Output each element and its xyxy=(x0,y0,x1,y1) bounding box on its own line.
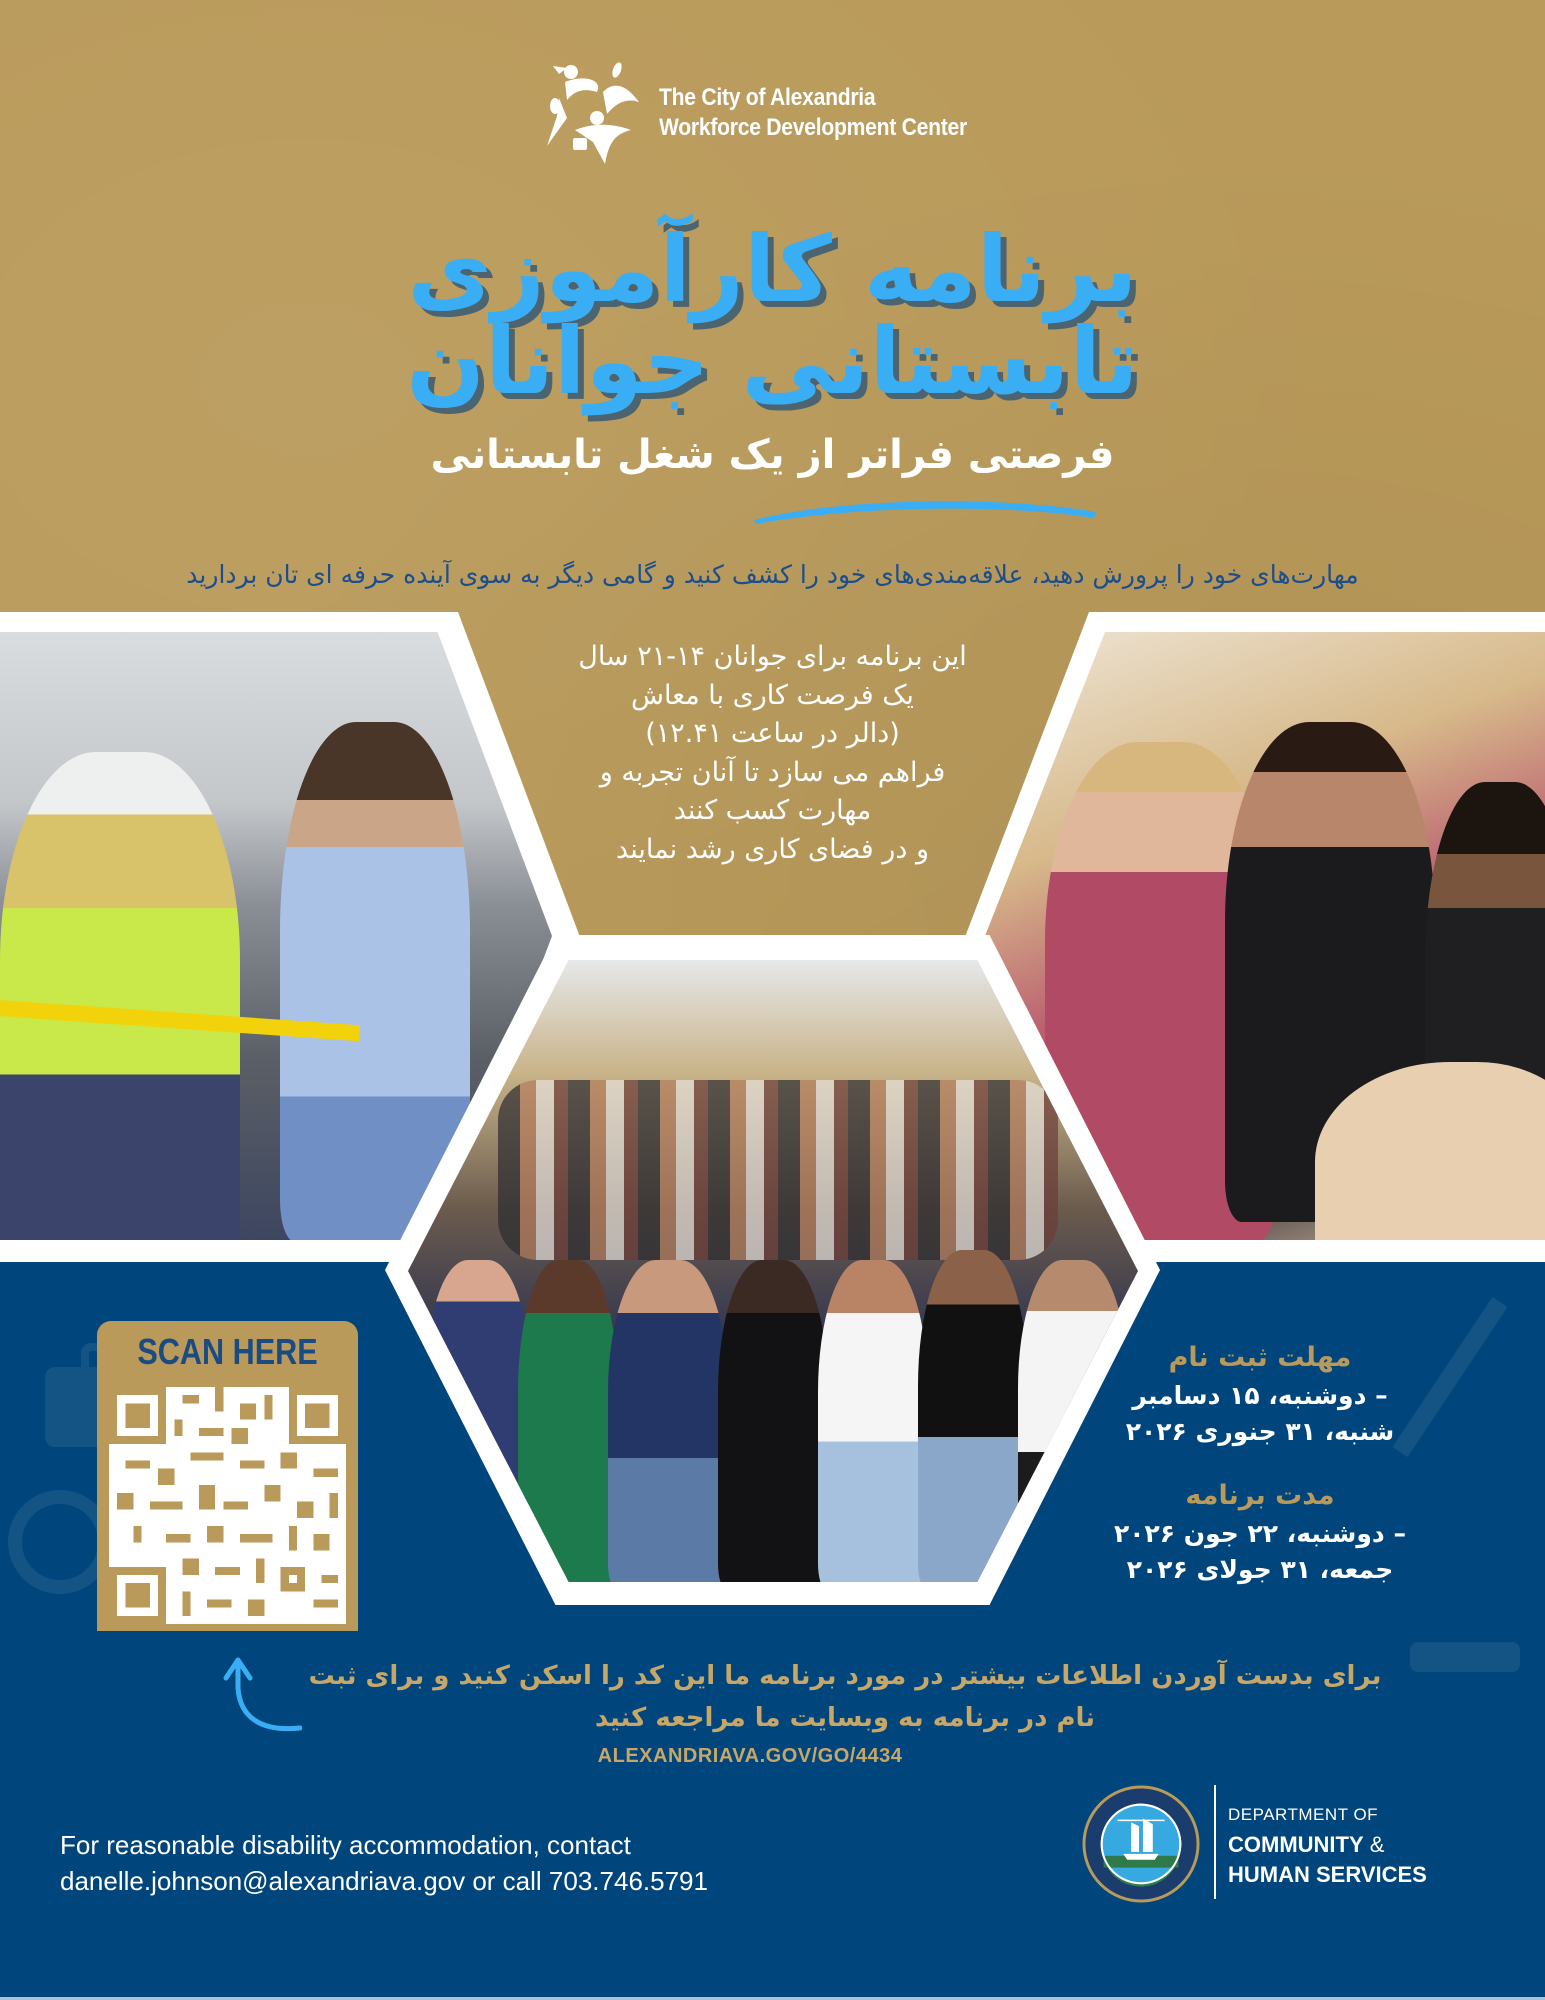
scan-instructions-line-2: نام در برنامه به وبسایت ما مراجعه کنید xyxy=(594,1703,1096,1733)
photo-crowd-back-rows xyxy=(498,1080,1058,1260)
contact-line-2[interactable]: danelle.johnson@alexandriava.gov or call 703.746.5791 xyxy=(60,1866,708,1896)
registration-deadline-heading: مهلت ثبت نام xyxy=(1168,1342,1352,1373)
workforce-center-logo xyxy=(545,58,1009,168)
dept-line-1: DEPARTMENT OF xyxy=(1228,1805,1379,1824)
description-line: این برنامه برای جوانان ۱۴-۲۱ سال xyxy=(578,641,967,672)
program-duration-start: – دوشنبه، ۲۲ جون ۲۰۲۶ xyxy=(1114,1519,1406,1548)
dchs-logo-text xyxy=(1228,1800,1427,1890)
description-line: یک فرصت کاری با معاش xyxy=(631,679,914,711)
dept-line-2: COMMUNITY xyxy=(1228,1832,1364,1857)
people-circle-logo-icon xyxy=(545,58,645,168)
qr-code[interactable] xyxy=(109,1387,346,1624)
page-title-line-1: برنامه کارآموزی xyxy=(407,216,1138,323)
registration-deadline-end: شنبه، ۳۱ جنوری ۲۰۲۶ xyxy=(1125,1417,1395,1446)
description-line: مهارت کسب کنند xyxy=(673,795,872,826)
city-seal-icon xyxy=(1082,1785,1200,1903)
dept-line-3: HUMAN SERVICES xyxy=(1228,1862,1427,1887)
photo-figure xyxy=(818,1260,928,1582)
scan-here-label: SCAN HERE xyxy=(137,1331,318,1372)
qr-code-card[interactable] xyxy=(97,1321,358,1631)
underline-swoosh-icon xyxy=(750,494,1100,524)
footer-divider xyxy=(1214,1785,1216,1899)
logo-line-2: Workforce Development Center xyxy=(659,114,967,141)
contact-line-1: For reasonable disability accommodation, contact xyxy=(60,1830,631,1860)
description-line: (دالر در ساعت ۱۲.۴۱) xyxy=(645,718,900,749)
photo-figure xyxy=(608,1260,728,1582)
program-duration-heading: مدت برنامه xyxy=(1185,1480,1335,1511)
registration-deadline-start: – دوشنبه، ۱۵ دسامبر xyxy=(1132,1381,1388,1410)
logo-line-1: The City of Alexandria xyxy=(659,84,876,111)
page-title-line-2: تابستانی جوانان xyxy=(406,308,1139,415)
program-duration-end: جمعه، ۳۱ جولای ۲۰۲۶ xyxy=(1126,1555,1394,1584)
website-link[interactable]: ALEXANDRIAVA.GOV/GO/4434 xyxy=(597,1745,903,1767)
description-line: فراهم می سازد تا آنان تجربه و xyxy=(599,756,946,788)
description-line: و در فضای کاری رشد نمایند xyxy=(616,833,929,865)
program-dates xyxy=(1070,1338,1450,1588)
program-description xyxy=(520,638,1025,869)
photo-figure xyxy=(718,1260,828,1582)
scan-instructions xyxy=(270,1655,1420,1739)
photo-figure-worker xyxy=(0,752,240,1240)
scan-instructions-line-1: برای بدست آوردن اطلاعات بیشتر در مورد برنامه ما این کد را اسکن کنید و برای ثبت xyxy=(308,1661,1382,1691)
dept-ampersand: & xyxy=(1363,1832,1385,1857)
accommodation-contact xyxy=(60,1827,708,1899)
page-subtitle: فرصتی فراتر از یک شغل تابستانی xyxy=(430,432,1115,478)
tagline: مهارت‌های خود را پرورش دهید، علاقه‌مندی‌های خود را کشف کنید و گامی دیگر به سوی آینده حرفه ای تان بردارید xyxy=(186,560,1359,589)
